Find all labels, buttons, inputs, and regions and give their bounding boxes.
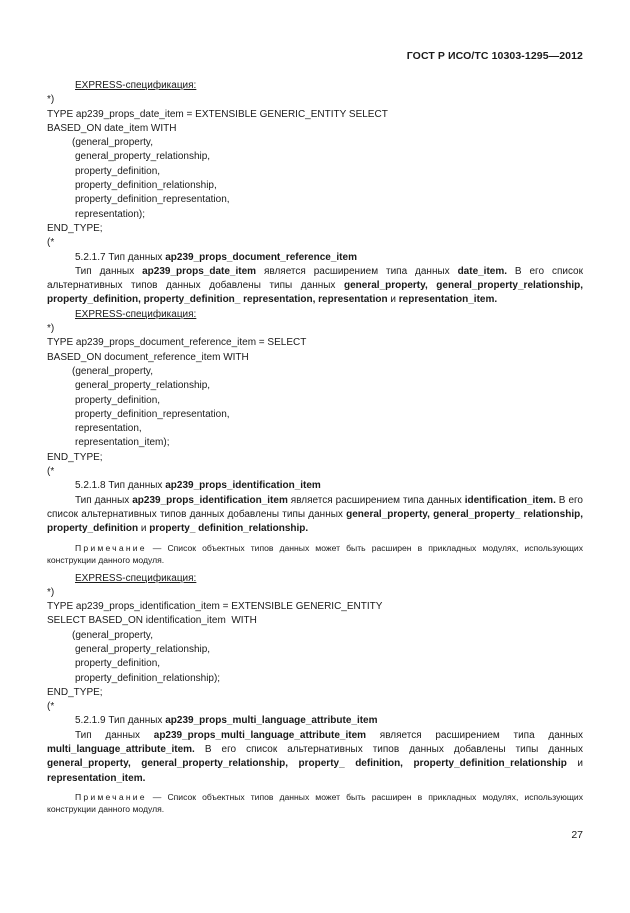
text-run: representation_item. [398,294,498,306]
code-line: general_property_relationship, [75,151,211,163]
text-run: — Список объектных типов данных может быть расширен в прикладных модулях, использующих конструкции данного модуля. [47,542,583,565]
text-run: — Список объектных типов данных может быть расширен в прикладных модулях, использующих конструкции данного модуля. [47,791,583,814]
code-line: representation); [75,208,146,220]
code-line: *) [47,586,55,598]
code-line: (general_property, [72,629,153,641]
text-run: representation_item. [47,772,146,784]
text-run: Примечание [75,791,147,802]
text-run: ap239_props_multi_language_attribute_item [153,729,367,741]
text-run: В его список альтернативных типов данных добавлены типы данных [47,494,583,520]
express-label: EXPRESS-спецификация: [75,572,197,584]
code-line: END_TYPE; [47,222,103,234]
code-line: property_definition_representation, [75,194,230,206]
express-label: EXPRESS-спецификация: [75,308,197,320]
text-run: В его список альтернативных типов данных добавлены типы данных [47,265,583,292]
section-heading [47,714,583,728]
code-line: representation, [75,423,142,435]
section-heading [47,251,583,265]
text-run: Тип данных [75,494,133,506]
text-run: ap239_props_date_item [142,265,257,277]
text-run: и [387,294,399,306]
text-run: general_property, general_property_ relationship, property_definition [47,508,584,535]
code-line: general_property_relationship, [75,643,211,655]
code-line: property_definition_representation, [75,408,230,420]
text-run: ap239_props_document_reference_item [165,251,357,263]
code-line: END_TYPE; [47,686,103,698]
text-run: property_ definition_relationship. [149,523,309,535]
code-line: (* [47,466,55,478]
code-line: (* [47,701,55,713]
text-run: multi_language_attribute_item. [47,744,195,756]
text-run: Тип данных [75,729,154,741]
text-run: ap239_props_identification_item [132,494,288,506]
text-run: является расширением типа данных [366,729,583,741]
note [47,542,583,566]
code-line: BASED_ON document_reference_item WITH [47,351,249,363]
document-header: ГОСТ Р ИСО/ТС 10303-1295—2012 [406,50,583,62]
text-run: general_property, general_property_relationship, property_ definition, property_definition_relationship [47,758,567,770]
text-run: 5.2.1.9 Тип данных [75,715,166,727]
code-line: property_definition_relationship); [75,672,221,684]
text-run: Примечание [75,542,147,553]
page-content [47,79,583,821]
code-line: property_definition, [75,165,161,177]
code-line: BASED_ON date_item WITH [47,122,177,134]
code-line: TYPE ap239_props_document_reference_item = SELECT [47,337,307,349]
code-line: TYPE ap239_props_identification_item = EXTENSIBLE GENERIC_ENTITY [47,601,383,613]
text-run: и [566,758,583,770]
code-line: property_definition, [75,394,161,406]
text-run: Тип данных [75,265,143,277]
text-run: является расширением типа данных [287,494,465,506]
code-line: (general_property, [72,365,153,377]
code-line: (general_property, [72,137,153,149]
code-line: *) [47,94,55,106]
code-line: representation_item); [75,437,170,449]
section-paragraph [47,265,583,308]
page-number: 27 [571,829,583,841]
text-run: является расширением типа данных [256,265,458,277]
code-line: TYPE ap239_props_date_item = EXTENSIBLE GENERIC_ENTITY SELECT [47,108,388,120]
text-run: и [138,523,150,535]
section-heading [47,479,583,493]
text-run: ap239_props_multi_language_attribute_item [165,715,378,727]
code-line: property_definition_relationship, [75,180,217,192]
section-paragraph [47,494,583,537]
text-run: date_item. [457,265,508,277]
text-run: general_property, general_property_relationship, property_definition, property_definition_ representation, representation [47,280,584,306]
express-label: EXPRESS-спецификация: [75,80,197,91]
code-line: (* [47,237,55,249]
text-run: ap239_props_identification_item [165,480,321,492]
text-run: identification_item. [464,494,556,506]
code-line: SELECT BASED_ON identification_item WITH [47,615,257,627]
text-run: 5.2.1.8 Тип данных [75,480,166,492]
code-line: *) [47,323,55,335]
code-line: property_definition, [75,658,161,670]
note [47,791,583,815]
code-line: END_TYPE; [47,451,103,463]
section-paragraph [47,729,583,786]
text-run: 5.2.1.7 Тип данных [75,251,166,263]
code-line: general_property_relationship, [75,380,211,392]
text-run: В его список альтернативных типов данных добавлены типы данных [194,744,583,756]
